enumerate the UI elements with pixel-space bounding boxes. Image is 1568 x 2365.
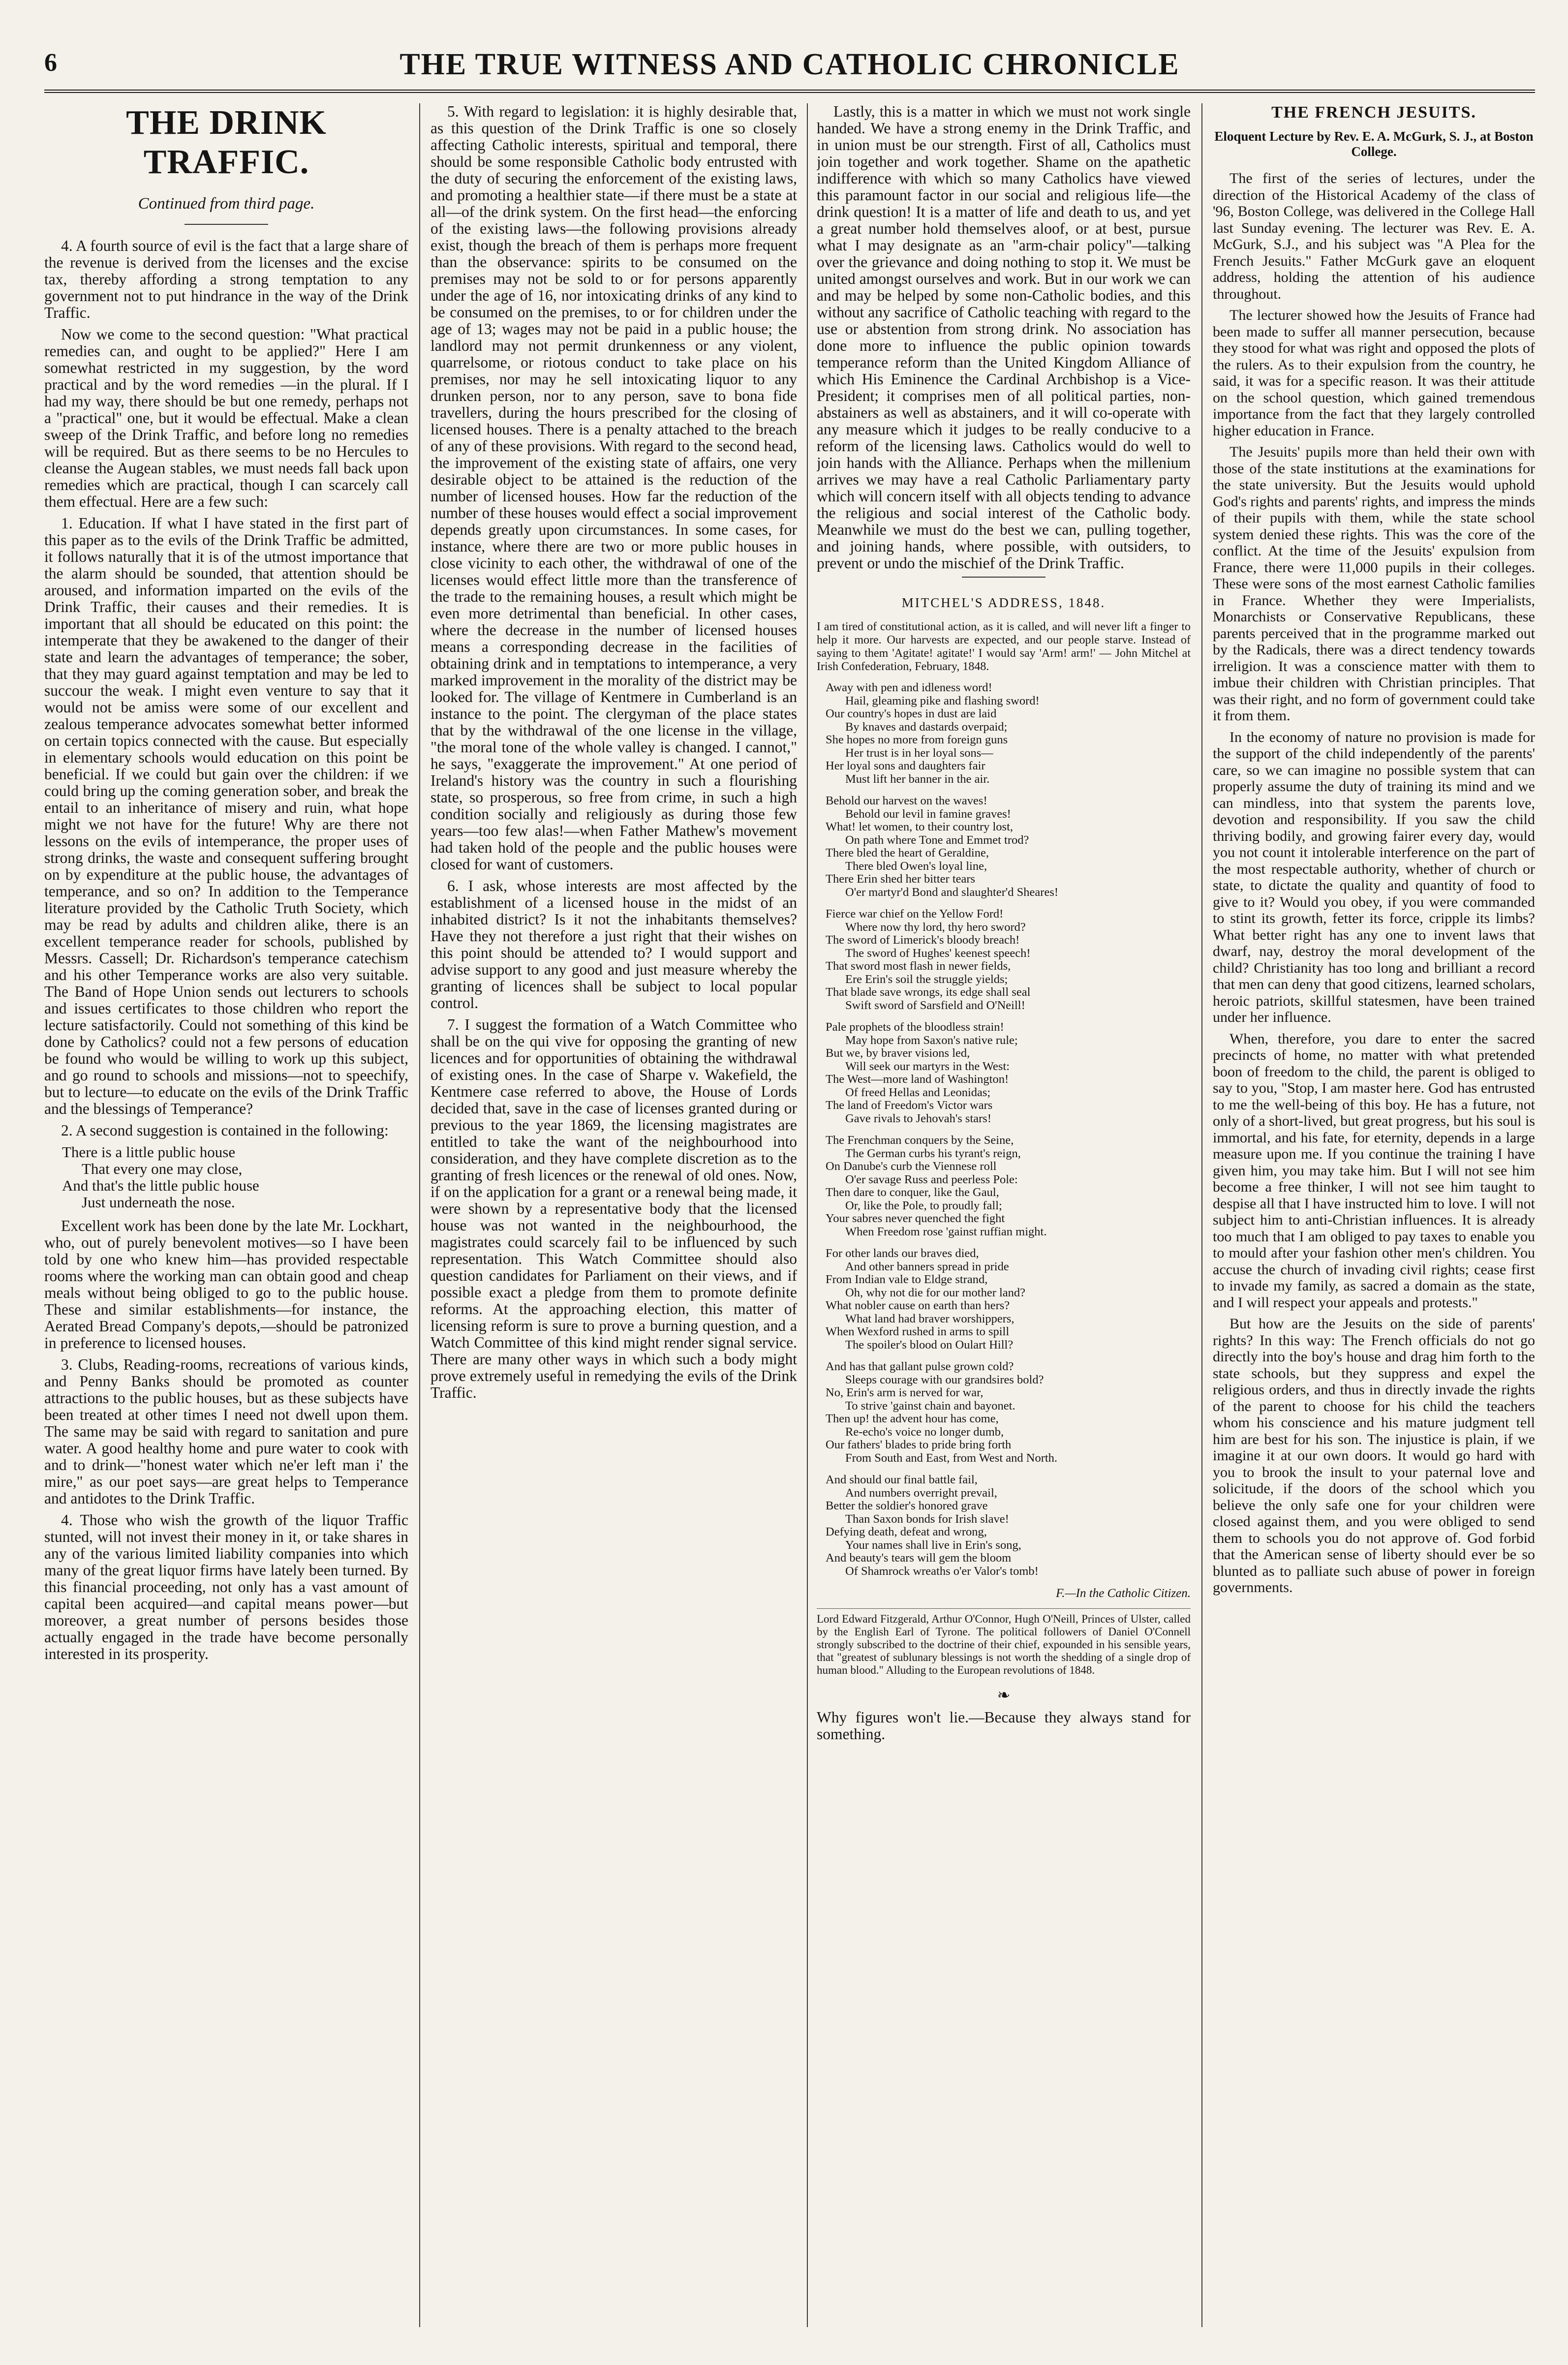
- poem-line: May hope from Saxon's native rule;: [845, 1033, 1018, 1047]
- column-1: [44, 103, 408, 2327]
- poem-line: Must lift her banner in the air.: [845, 772, 990, 786]
- poem-stanzas: [817, 681, 1191, 1578]
- poem-line: There bled the heart of Geraldine,: [826, 846, 989, 860]
- poem-line: Sleeps courage with our grandsires bold?: [845, 1373, 1044, 1386]
- columns: [44, 103, 1535, 2327]
- poem-line: Better the soldier's honored grave: [826, 1499, 988, 1512]
- poem-stanza: [826, 795, 1191, 899]
- poem-line: Pale prophets of the bloodless strain!: [826, 1020, 1004, 1034]
- verse-line: That every one may close,: [82, 1160, 243, 1177]
- poem-line: The land of Freedom's Victor wars: [826, 1099, 993, 1112]
- poem-footnote: Lord Edward Fitzgerald, Arthur O'Connor, Hugh O'Neill, Princes of Ulster, called by the English Earl of Tyrone. The political followers of Daniel O'Connell strongly subscribed to the doctrine of their chief, expounded in his sensible years, that "greatest of sublunary blessings is not worth the shedding of a single drop of human blood." Alluding to the European revolutions of 1848.: [817, 1608, 1191, 1677]
- poem-line: Your sabres never quenched the fight: [826, 1212, 1005, 1225]
- column-rule: [419, 103, 420, 2327]
- paragraph: But how are the Jesuits on the side of parents' rights? In this way: The French officials do not go directly into the boy's house and drag him forth to the state schools, but they suppress and expel the religious orders, and thus in directly invade the rights of the parent to choose for his child the teachers whom his conscience and his mature judgment tell him are best for his son. The injustice is plain, if we imagine it at our own doors. It would go hard with you to brook the insult to your paternal love and solicitude, if the doors of the school which you believe the only safe one for your children were closed against them, and you were obliged to send them to schools you do not approve of. God forbid that the American sense of liberty should ever be so blunted as to palliate such abuse of power in foreign governments.: [1213, 1316, 1535, 1596]
- filler-joke: Why figures won't lie.—Because they always stand for something.: [817, 1709, 1191, 1743]
- poem-line: O'er savage Russ and peerless Pole:: [845, 1172, 1018, 1186]
- poem-line: No, Erin's arm is nerved for war,: [826, 1386, 984, 1399]
- poem-line: Oh, why not die for our mother land?: [845, 1286, 1026, 1299]
- poem-line: What! let women, to their country lost,: [826, 820, 1014, 833]
- ornament-divider: ❧: [997, 1686, 1011, 1704]
- poem-line: That sword most flash in newer fields,: [826, 959, 1011, 973]
- paragraph: 1. Education. If what I have stated in the first part of this paper as to the evils of the Drink Traffic be admitted, it follows naturally that it is of the utmost importance that the alarm should be sounded, that attention should be aroused, and information imparted on the evils of the Drink Traffic, their causes and their remedies. It is important that all should be educated on this point: the intemperate that they be awakened to the danger of their state and learn the advantages of temperance; the sober, that they may guard against temptation and may be led to succour the weak. I might even venture to say that it would not be amiss were some of our excellent and zealous temperance advocates somewhat better informed on certain topics connected with the cause. But especially in elementary schools would education on this point be beneficial. If we could but gain over the children: if we could bring up the coming generation sober, and break the entail to an inheritance of misery and ruin, what hope might we not have for the future! Why are there not lessons on the evils of intemperance, the proper uses of strong drinks, the waste and consequent suffering brought on by expenditure at the public house, the advantages of temperance, and so on? In addition to the Temperance literature provided by the Catholic Truth Society, which may be read by adults and children alike, there is an excellent temperance reader for schools, published by Messrs. Cassell; Dr. Richardson's temperance catechism and his other Temperance works are also very suitable. The Band of Hope Union sends out lecturers to schools and issues certificates to those children who report the lecture satisfactorily. Could not something of this kind be done by Catholics? could not a few persons of education be found who would be willing to work up this subject, and go round to schools and missions—not to speechify, but to lecture—to educate on the evils of the Drink Traffic and the blessings of Temperance?: [44, 515, 408, 1117]
- continued-note: Continued from third page.: [138, 195, 315, 213]
- verse-quote: [62, 1144, 408, 1211]
- paragraph: Now we come to the second question: "What practical remedies can, and ought to be applied?" Here I am somewhat restricted in my suggestion, by the word practical and by the word remedies —in the plural. If I had my way, there should be but one remedy, perhaps not a "practical" one, but it would be effectual. Make a clean sweep of the Drink Traffic, and before long no remedies will be required. But as there seems to be no Hercules to cleanse the Augean stables, we must needs fall back upon remedies which are practical, though I can scarcely call them effectual. Here are a few such:: [44, 326, 408, 510]
- poem-line: Swift sword of Sarsfield and O'Neill!: [845, 998, 1025, 1012]
- poem-title: MITCHEL'S ADDRESS, 1848.: [901, 595, 1106, 610]
- poem-line: Our fathers' blades to pride bring forth: [826, 1438, 1012, 1451]
- poem-line: What nobler cause on earth than hers?: [826, 1299, 1010, 1312]
- poem-stanza: [826, 908, 1191, 1012]
- poem-stanza: [826, 1474, 1191, 1578]
- poem-line: Of freed Hellas and Leonidas;: [845, 1085, 991, 1099]
- page-number: 6: [44, 49, 57, 77]
- masthead: [44, 47, 1535, 93]
- paragraph: 3. Clubs, Reading-rooms, recreations of various kinds, and Penny Banks should be promoted as counter attractions to the public houses, but as these subjects have been treated at other times I need not dwell upon them. The same may be said with regard to sanitation and pure water. A good healthy home and pure water to cook with and to drink—"honest water which ne'er left man i' the mire," as our poet says—are great helps to Temperance and antidotes to the Drink Traffic.: [44, 1356, 408, 1507]
- poem-line: The German curbs his tyrant's reign,: [845, 1146, 1021, 1160]
- poem-line: And should our final battle fail,: [826, 1473, 978, 1486]
- poem-line: There bled Owen's loyal line,: [845, 859, 987, 873]
- poem-attribution: F.—In the Catholic Citizen.: [1056, 1587, 1191, 1600]
- poem-line: The West—more land of Washington!: [826, 1073, 1009, 1086]
- poem-stanza: [826, 1134, 1191, 1238]
- poem-line: Where now thy lord, thy hero sword?: [845, 920, 1026, 934]
- poem-line: And beauty's tears will gem the bloom: [826, 1551, 1012, 1565]
- poem-stanza: [826, 1247, 1191, 1351]
- column-rule: [807, 103, 808, 2327]
- poem-line: Then up! the advent hour has come,: [826, 1412, 999, 1425]
- poem-line: Our country's hopes in dust are laid: [826, 707, 997, 720]
- poem-line: Of Shamrock wreaths o'er Valor's tomb!: [845, 1564, 1039, 1578]
- poem-line: The sword of Limerick's bloody breach!: [826, 933, 1020, 947]
- article-headline-drink-traffic: THE DRINK TRAFFIC.: [126, 104, 327, 181]
- paragraph: 2. A second suggestion is contained in the following:: [61, 1122, 389, 1139]
- column-rule: [1201, 103, 1202, 2327]
- article-subheadline: Eloquent Lecture by Rev. E. A. McGurk, S. J., at Boston College.: [1214, 129, 1534, 159]
- poem-stanza: [826, 1021, 1191, 1125]
- poem-line: Your names shall live in Erin's song,: [845, 1538, 1021, 1552]
- poem-line: O'er martyr'd Bond and slaughter'd Sheares!: [845, 885, 1059, 899]
- poem-line: And has that gallant pulse grown cold?: [826, 1360, 1014, 1373]
- poem-line: Gave rivals to Jehovah's stars!: [845, 1111, 991, 1125]
- poem-line: Behold our harvest on the waves!: [826, 794, 987, 807]
- poem-line: There Erin shed her bitter tears: [826, 872, 976, 886]
- poem-line: Her trust is in her loyal sons—: [845, 746, 993, 760]
- poem-line: The spoiler's blood on Oulart Hill?: [845, 1338, 1014, 1351]
- poem-line: Away with pen and idleness word!: [826, 681, 992, 694]
- paragraph: The lecturer showed how the Jesuits of France had been made to suffer all manner persecution, because they stood for what was right and opposed the plots of the rulers. As to their expulsion from the country, he said, it was for a specific reason. It was their attitude on the school question, which gained tremendous importance from the fact that they largely controlled higher education in France.: [1213, 307, 1535, 439]
- divider: [962, 577, 1045, 578]
- poem-line: By knaves and dastards overpaid;: [845, 720, 1008, 734]
- paragraph: 4. A fourth source of evil is the fact that a large share of the revenue is derived from the licenses and the excise tax, thereby affording a strong temptation to any government not to put hindrance in the way of the Drink Traffic.: [44, 237, 408, 321]
- poem-line: Then dare to conquer, like the Gaul,: [826, 1186, 999, 1199]
- paragraph: Excellent work has been done by the late Mr. Lockhart, who, out of purely benevolent motives—so I have been told by one who knew him—has provided respectable rooms where the working man can obtain good and cheap meals without being obliged to go to the public house. These and similar establishments—for instance, the Aerated Bread Company's depots,—should be patronized in preference to licensed houses.: [44, 1217, 408, 1351]
- poem-line: When Freedom rose 'gainst ruffian might.: [845, 1225, 1047, 1238]
- column-4: [1213, 103, 1535, 2327]
- poem-line: Defying death, defeat and wrong,: [826, 1525, 987, 1538]
- poem-line: From Indian vale to Eldge strand,: [826, 1273, 988, 1286]
- poem-line: On Danube's curb the Viennese roll: [826, 1160, 997, 1173]
- paragraph: Lastly, this is a matter in which we must not work single handed. We have a strong enemy in the Drink Traffic, and in union must be our strength. First of all, Catholics must join together and work together. Shame on the apathetic indifference with which so many Catholics have viewed this paramount factor in our social and religious life—the drink question! It is a matter of life and death to us, and yet a great number hold themselves aloof, or at best, pursue what I may designate as an "arm-chair policy"—talking over the grievance and doing nothing to stop it. We must be united amongst ourselves and work. But in our work we can and may be helped by some non-Catholic bodies, and this without any sacrifice of Catholic teaching with regard to the use or abstention from strong drink. No association has done more to influence the public opinion towards temperance reform than the United Kingdom Alliance of which His Eminence the Cardinal Archbishop is a Vice-President; it comprises men of all political parties, non-abstainers as well as abstainers, and it will co-operate with any measure which it judges to be really conducive to a reform of the licensing laws. Catholics would do well to join hands with the Alliance. Perhaps when the millenium arrives we may have a real Catholic Parliamentary party which will concern itself with all objects tending to advance the religious and social interest of the Catholic body. Meanwhile we must do the best we can, pulling together, and joining hands, where possible, with outsiders, to prevent or undo the mischief of the Drink Traffic.: [817, 103, 1191, 572]
- poem-line: For other lands our braves died,: [826, 1247, 979, 1260]
- paragraph: The first of the series of lectures, under the direction of the Historical Academy of the class of '96, Boston College, was delivered in the College Hall last Sunday evening. The lecturer was Rev. E. A. McGurk, S.J., and his subject was "A Plea for the French Jesuits." Father McGurk gave an eloquent address, holding the attention of his audience throughout.: [1213, 170, 1535, 302]
- poem-line: She hopes no more from foreign guns: [826, 733, 1008, 746]
- article-headline-french-jesuits: THE FRENCH JESUITS.: [1271, 103, 1476, 122]
- paragraph: The Jesuits' pupils more than held their own with those of the state institutions at the examinations for the state university. But the Jesuits would uphold God's rights and parents' rights, and impress the minds of their pupils with them, while the state school system denied these rights. This was the core of the conflict. At the time of the Jesuits' expulsion from France, there were 11,000 pupils in their colleges. These were sons of the most earnest Catholic families in France. Whether they were Imperialists, Monarchists or Conservative Republicans, these parents perceived that in the programme marked out by the Radicals, there was a direct tendency towards irreligion. It was a conscience matter with them to imbue their children with Christian principles. That was their right, and no form of government could take it from them.: [1213, 444, 1535, 724]
- poem-line: From South and East, from West and North.: [845, 1451, 1058, 1465]
- poem-intro: I am tired of constitutional action, as it is called, and will never lift a finger to help it more. Our harvests are expected, and our people starve. Instead of saying to them 'Agitate! agitate!' I would say 'Arm! arm!' — John Mitchel at Irish Confederation, February, 1848.: [817, 620, 1191, 673]
- poem-line: The Frenchman conquers by the Seine,: [826, 1134, 1014, 1147]
- poem-line: Will seek our martyrs in the West:: [845, 1059, 1010, 1073]
- poem-line: To strive 'gainst chain and bayonet.: [845, 1399, 1015, 1413]
- poem-line: Fierce war chief on the Yellow Ford!: [826, 907, 1004, 921]
- poem-stanza: [826, 1360, 1191, 1465]
- poem-line: Than Saxon bonds for Irish slave!: [845, 1512, 1009, 1526]
- poem-line: And other banners spread in pride: [845, 1259, 1009, 1273]
- poem-line: Ere Erin's soil the struggle yields;: [845, 972, 1008, 986]
- paragraph: 6. I ask, whose interests are most affected by the establishment of a licensed house in the midst of an inhabited district? Is it not the inhabitants themselves? Have they not therefore a just right that their wishes on this point should be attended to? I would support and advise support to any good and just measure whereby the granting of licences shall be subject to local popular control.: [430, 877, 797, 1012]
- paragraph: 5. With regard to legislation: it is highly desirable that, as this question of the Drink Traffic is one so closely affecting Catholic interests, spiritual and temporal, there should be some responsible Catholic body entrusted with the duty of securing the enforcement of the existing laws, and promoting a healthier state—if there must be a state at all—of the drink system. On the first head—the enforcing of the existing laws—the following provisions already exist, though the breach of them is perhaps more frequent than the observance: spirits to be consumed on the premises may not be sold to or for persons apparently under the age of 16, nor intoxicating drinks of any kind to be consumed on the premises, to or for children under the age of 13; wages may not be paid in a public house; the landlord may not permit drunkenness or any violent, quarrelsome, or riotous conduct to take place on his premises, nor may he sell intoxicating liquor to any drunken person, nor to any person, save to bona fide travellers, during the hours prescribed for the closing of licensed houses. There is a penalty attached to the breach of any of these provisions. With regard to the second head, the improvement of the existing state of affairs, one very desirable object to be attained is the reduction of the number of licensed houses. How far the reduction of the number of these houses would effect a social improvement depends greatly upon circumstances. In some cases, for instance, where there are two or more public houses in close vicinity to each other, the withdrawal of one of the licenses would effect little more than the transference of the trade to the remaining houses, a result which might be even more detrimental than beneficial. In other cases, where the decrease in the number of licensed houses means a corresponding decrease in the facilities of obtaining drink and in temptations to intemperance, a very marked improvement in the morality of the district may be looked for. The village of Kentmere in Cumberland is an instance to the point. The clergyman of the place states that by the withdrawal of the one license in the village, "the moral tone of the whole valley is changed. I cannot," he says, "exaggerate the improvement." At one period of Ireland's history was the country in such a flourishing state, so prosperous, so free from crime, in such a high condition socially and religiously as during those few years—too few alas!—when Father Mathew's movement had taken hold of the people and the public houses were closed for want of customers.: [430, 103, 797, 873]
- paragraph: 7. I suggest the formation of a Watch Committee who shall be on the qui vive for opposing the granting of new licences and for opportunities of obtaining the withdrawal of existing ones. In the case of Sharpe v. Wakefield, the Kentmere case referred to above, the House of Lords decided that, save in the case of licenses granted during or previous to the year 1869, the licensing magistrates are entitled to take the want of the neighbourhood into consideration, and they have complete discretion as to the granting of fresh licences or the renewal of old ones. Now, if on the application for a grant or a renewal being made, it were shown by a representative body that the licensed house was not wanted in the neighbourhood, the magistrates could scarcely fail to be influenced by such representation. This Watch Committee should also question candidates for Parliament on their views, and if possible exact a pledge from them to promote definite reforms. At the approaching election, this matter of licensing reform is sure to prove a burning question, and a Watch Committee of this kind might render signal service. There are many other ways in which such a body might prove extremely useful in remedying the evils of the Drink Traffic.: [430, 1016, 797, 1401]
- verse-line: Just underneath the nose.: [82, 1194, 235, 1211]
- poem-line: Hail, gleaming pike and flashing sword!: [845, 694, 1040, 707]
- poem-line: The sword of Hughes' keenest speech!: [845, 946, 1031, 960]
- poem-line: On path where Tone and Emmet trod?: [845, 833, 1029, 847]
- column-2: [430, 103, 797, 2327]
- verse-line: And that's the little public house: [62, 1177, 259, 1194]
- poem-line: When Wexford rushed in arms to spill: [826, 1325, 1010, 1338]
- newspaper-title: THE TRUE WITNESS AND CATHOLIC CHRONICLE: [400, 48, 1180, 81]
- poem-line: That blade save wrongs, its edge shall seal: [826, 985, 1031, 999]
- poem-line: Her loyal sons and daughters fair: [826, 759, 985, 772]
- paragraph: In the economy of nature no provision is made for the support of the child independently of the parents' care, so we can imagine no possible system that can properly assume the duty of training its mind and we can mindless, into that system the parents love, devotion and responsibility. If you saw the child thriving bodily, and growing fairer every day, would you not count it intolerable interference on the part of the most respectable authority, whether of church or state, to dictate the quality and quantity of food to give to it? Would you obey, if you were commanded to stint its growth, fetter its force, cripple its limbs? What better right has any one to invent laws that dwarf, nay, destroy the moral development of the child? Christianity has too long and brilliant a record that men can deny that good citizens, learned scholars, heroic patriots, skillful statesmen, have been trained under her influence.: [1213, 729, 1535, 1025]
- poem-line: Re-echo's voice no longer dumb,: [845, 1425, 1004, 1439]
- poem-line: And numbers overright prevail,: [845, 1486, 997, 1500]
- poem-line: Behold our levil in famine graves!: [845, 807, 1011, 821]
- poem-line: What land had braver worshippers,: [845, 1312, 1015, 1325]
- column-3: [817, 103, 1191, 2327]
- divider: [184, 224, 268, 225]
- poem-line: But we, by braver visions led,: [826, 1046, 970, 1060]
- verse-line: There is a little public house: [62, 1143, 236, 1161]
- paragraph: 4. Those who wish the growth of the liquor Traffic stunted, will not invest their money in it, or take shares in any of the various limited liability companies into which many of the great liquor firms have lately been turned. By this financial proceeding, not only has a vast amount of capital been acquired—and capital means power—but moreover, a great number of persons besides those actually engaged in the trade have become personally interested in its prosperity.: [44, 1511, 408, 1662]
- poem-stanza: [826, 681, 1191, 786]
- paragraph: When, therefore, you dare to enter the sacred precincts of home, no matter with what pretended boon of freedom to the child, the parent is obliged to say to you, "Stop, I am master here. God has entrusted to me the well-being of this boy. He has a future, not only of a short-lived, but great progress, but his soul is immortal, and his fate, for eternity, depends in a large measure upon me. If you continue the training I have given him, you may take him. But I will not see him become a free thinker, I will not see him taught to despise all that I have instructed him to love. I will not subject him to anti-Christian influences. It is already too much that I am obliged to pay taxes to enable you to mould after your fashion other men's children. You accuse the church of invading civil rights; cease first to invade my family, as sacred a domain as the state, and I will respect your appeals and protests.": [1213, 1030, 1535, 1311]
- poem-line: Or, like the Pole, to proudly fall;: [845, 1198, 1002, 1212]
